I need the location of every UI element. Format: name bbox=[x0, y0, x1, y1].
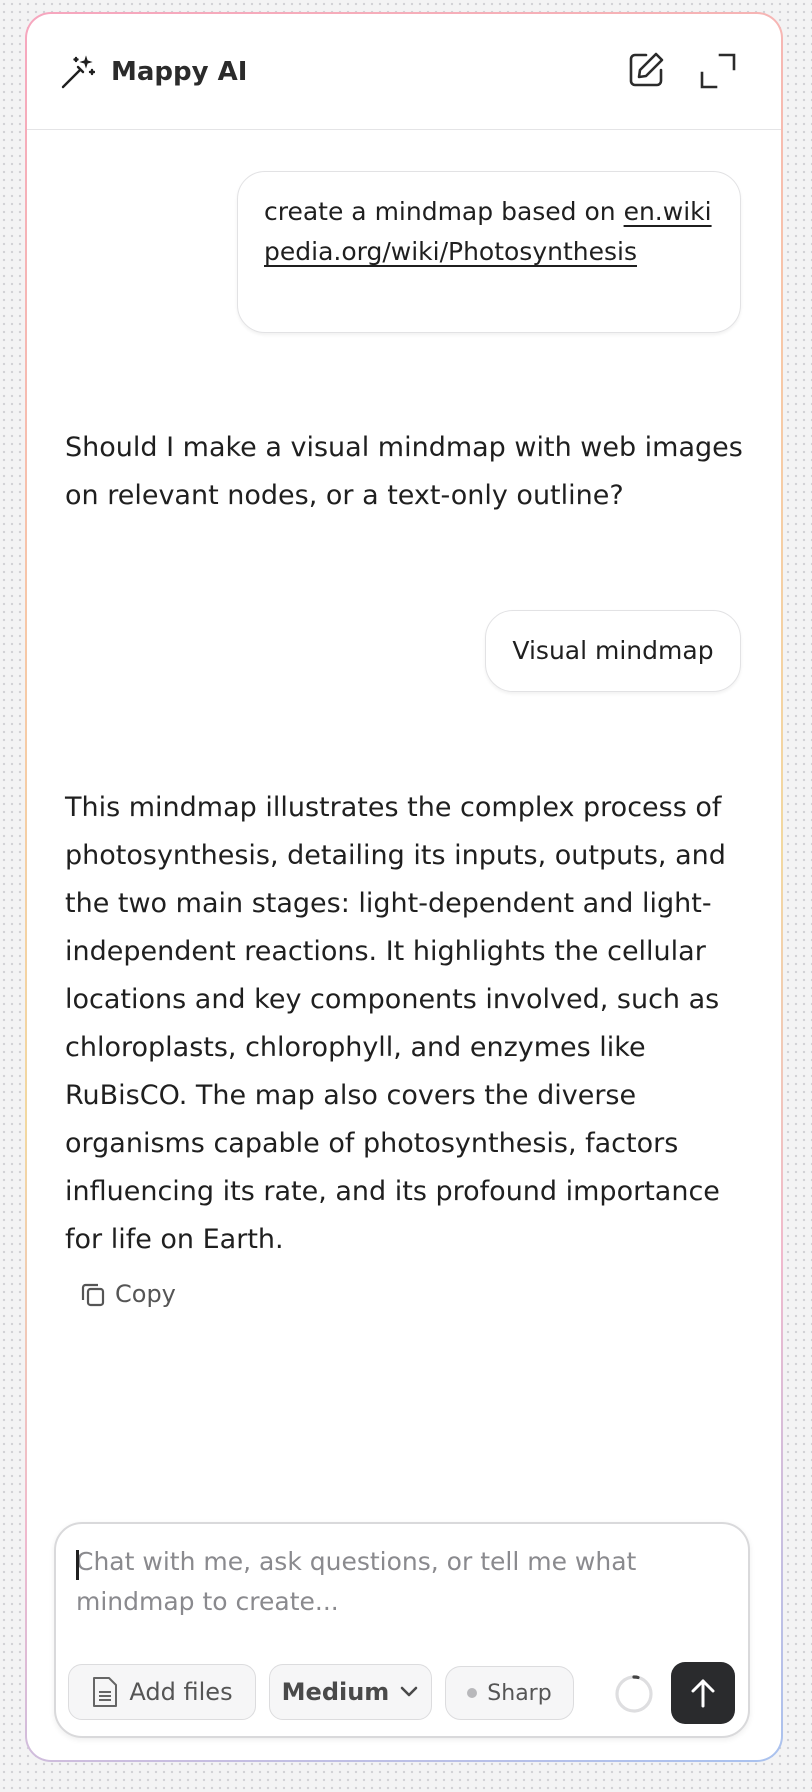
file-icon bbox=[91, 1675, 119, 1709]
arrow-up-icon bbox=[689, 1677, 717, 1709]
detail-level-dropdown[interactable] bbox=[269, 1664, 432, 1720]
assistant-message: Should I make a visual mindmap with web images on relevant nodes, or a text-only outline? bbox=[65, 432, 743, 511]
expand-icon[interactable] bbox=[698, 51, 738, 91]
app-title: Mappy AI bbox=[111, 57, 248, 87]
status-dot-icon bbox=[467, 1688, 477, 1698]
copy-icon bbox=[79, 1280, 107, 1308]
loading-spinner-icon bbox=[613, 1673, 655, 1715]
composer bbox=[54, 1522, 750, 1738]
copy-button[interactable] bbox=[79, 1276, 176, 1312]
source-link[interactable]: en.wikipedia.org/wiki/Photosynthesis bbox=[264, 197, 712, 266]
user-message-text: create a mindmap based on bbox=[264, 197, 624, 226]
copy-label: Copy bbox=[115, 1280, 176, 1308]
edit-icon[interactable] bbox=[626, 50, 666, 90]
style-label: Sharp bbox=[487, 1680, 552, 1706]
send-button[interactable] bbox=[671, 1662, 735, 1724]
style-toggle[interactable] bbox=[445, 1666, 574, 1720]
user-message-bubble bbox=[237, 171, 741, 333]
user-message-bubble: Visual mindmap bbox=[485, 610, 741, 692]
app-frame bbox=[25, 12, 783, 1762]
header bbox=[27, 14, 781, 130]
add-files-button[interactable] bbox=[68, 1664, 256, 1720]
detail-level-value: Medium bbox=[281, 1678, 390, 1706]
chat-panel bbox=[27, 14, 781, 1760]
add-files-label: Add files bbox=[129, 1678, 233, 1706]
assistant-message: This mindmap illustrates the complex process of photosynthesis, detailing its inputs, outputs, and the two main stages: light-dependent and light-independent reactions. It highlights the cellular locations and key components involved, such as chloroplasts, chlorophyll, and enzymes like RuBisCO. The map also covers the diverse organisms capable of photosynthesis, factors influencing its rate, and its profound importance for life on Earth. bbox=[65, 792, 726, 1255]
chevron-down-icon bbox=[399, 1685, 419, 1699]
chat-input[interactable] bbox=[76, 1542, 716, 1634]
magic-wand-icon bbox=[59, 54, 95, 90]
text-cursor bbox=[76, 1550, 79, 1580]
